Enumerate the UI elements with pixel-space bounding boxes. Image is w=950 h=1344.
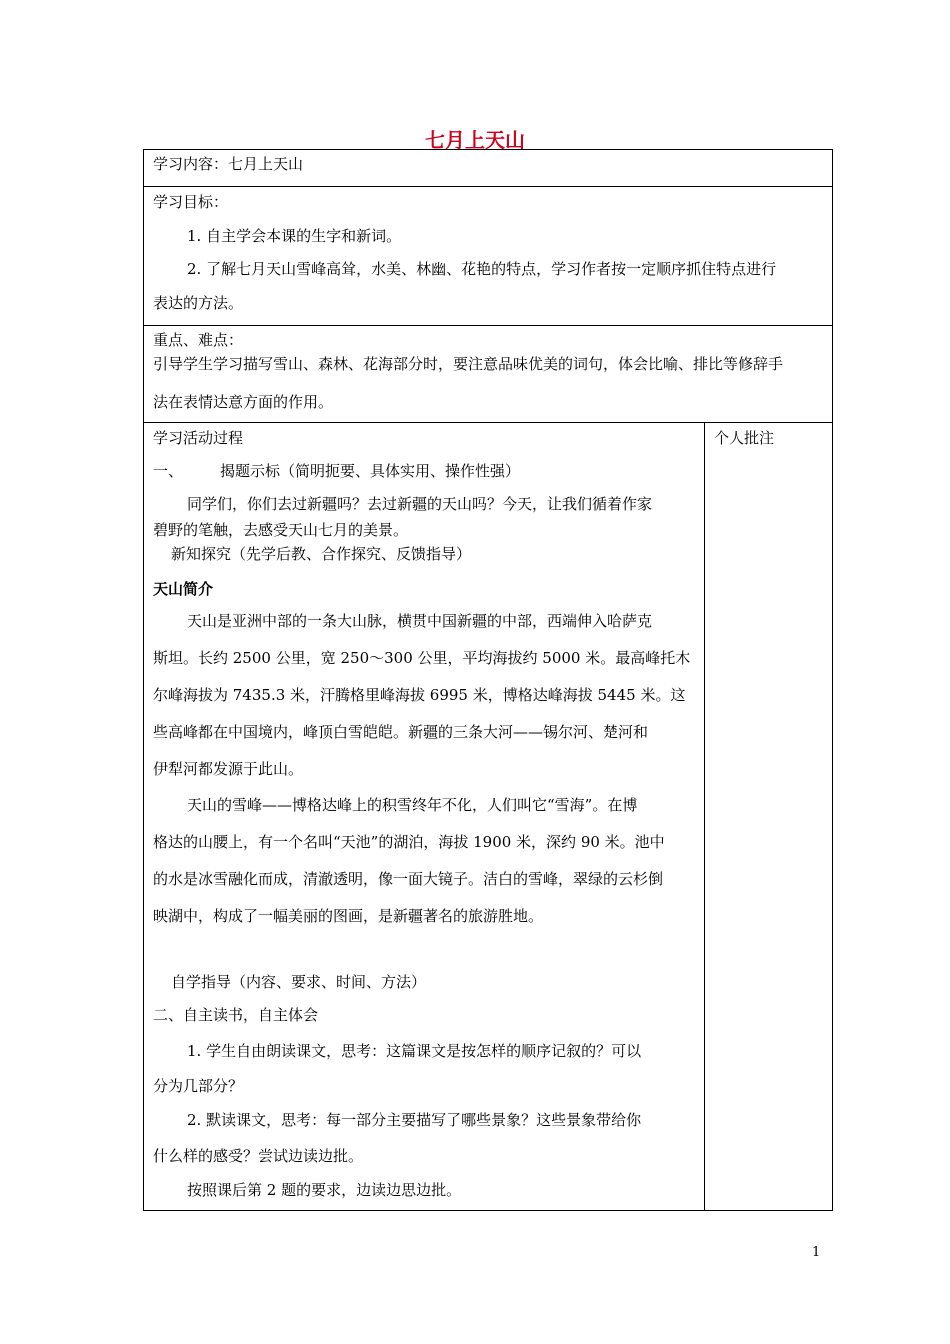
- question-2-line-1: 2. 默读课文，思考：每一部分主要描写了哪些景象？这些景象带给你: [187, 1111, 642, 1129]
- notes-header: 个人批注: [714, 429, 775, 447]
- goals-row: [143, 186, 833, 326]
- profile-p2-line-4: 映湖中，构成了一幅美丽的图画，是新疆著名的旅游胜地。: [153, 907, 544, 925]
- goal-item-2-cont: 表达的方法。: [153, 294, 244, 312]
- section-2-title: 二、自主读书，自主体会: [153, 1006, 319, 1024]
- content-row: [143, 149, 833, 187]
- notes-cell: [704, 422, 833, 1211]
- profile-line-1: 天山是亚洲中部的一条大山脉，横贯中国新疆的中部，西端伸入哈萨克: [187, 612, 653, 630]
- goal-item-1: 1. 自主学会本课的生字和新词。: [187, 227, 402, 245]
- profile-line-2: 斯坦。长约 2500 公里，宽 250～300 公里，平均海拔约 5000 米。最高峰托木: [153, 649, 691, 667]
- goal-item-2: 2. 了解七月天山雪峰高耸，水美、林幽、花艳的特点，学习作者按一定顺序抓住特点进行: [187, 260, 777, 278]
- profile-line-5: 伊犁河都发源于此山。: [153, 760, 304, 778]
- question-1-line-2: 分为几部分？: [153, 1077, 244, 1095]
- key-points-label: 重点、难点：: [153, 331, 244, 349]
- question-3: 按照课后第 2 题的要求，边读边思边批。: [187, 1181, 462, 1199]
- section-1-number: 一、: [153, 462, 184, 480]
- section-1-title: 揭题示标（简明扼要、具体实用、操作性强）: [220, 462, 521, 480]
- profile-line-3: 尔峰海拔为 7435.3 米，汗腾格里峰海拔 6995 米，博格达峰海拔 5445 米。这: [153, 686, 686, 704]
- goals-label: 学习目标：: [153, 193, 229, 211]
- question-1-line-1: 1. 学生自由朗读课文，思考：这篇课文是按怎样的顺序记叙的？可以: [187, 1042, 642, 1060]
- content-label: 学习内容：七月上天山: [153, 155, 304, 173]
- profile-p2-line-3: 的水是冰雪融化而成，清澈透明，像一面大镜子。洁白的雪峰，翠绿的云杉倒: [153, 870, 664, 888]
- key-points-row: [143, 325, 833, 423]
- intro-line-1: 同学们，你们去过新疆吗？去过新疆的天山吗？今天，让我们循着作家: [187, 495, 653, 513]
- profile-p2-line-1: 天山的雪峰——博格达峰上的积雪终年不化，人们叫它“雪海”。在博: [187, 796, 638, 814]
- activity-cell: [143, 422, 705, 1211]
- activity-header: 学习活动过程: [153, 429, 244, 447]
- document-title: 七月上天山: [425, 128, 525, 152]
- key-points-line-1: 引导学生学习描写雪山、森林、花海部分时，要注意品味优美的词句，体会比喻、排比等修辞手: [153, 355, 784, 373]
- key-points-line-2: 法在表情达意方面的作用。: [153, 393, 334, 411]
- intro-line-2: 碧野的笔触，去感受天山七月的美景。: [153, 521, 409, 539]
- self-study-heading: 自学指导（内容、要求、时间、方法）: [171, 973, 427, 991]
- question-2-line-2: 什么样的感受？尝试边读边批。: [153, 1147, 364, 1165]
- explore-heading: 新知探究（先学后教、合作探究、反馈指导）: [171, 545, 472, 563]
- page-number: 1: [812, 1245, 821, 1260]
- profile-line-4: 些高峰都在中国境内，峰顶白雪皑皑。新疆的三条大河——锡尔河、楚河和: [153, 723, 649, 741]
- profile-title: 天山简介: [153, 580, 214, 598]
- profile-p2-line-2: 格达的山腰上，有一个名叫“天池”的湖泊，海拔 1900 米，深约 90 米。池中: [153, 833, 665, 851]
